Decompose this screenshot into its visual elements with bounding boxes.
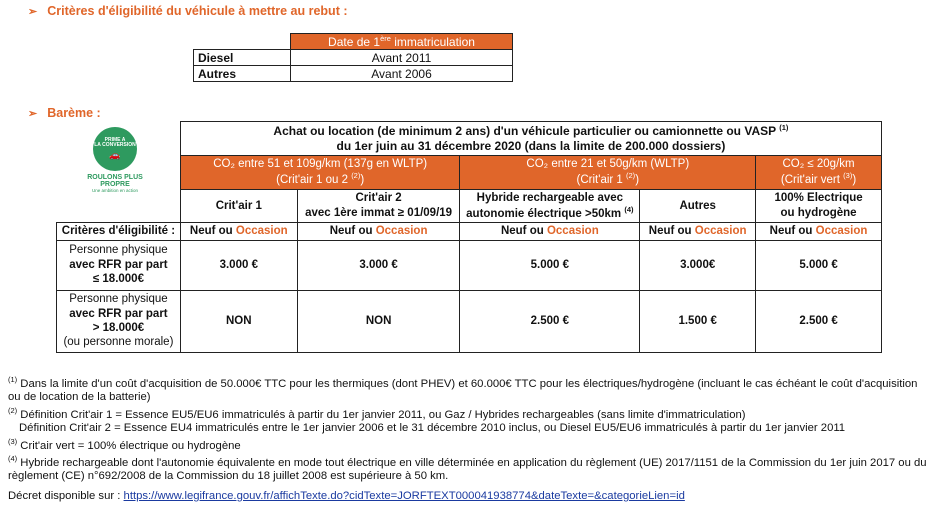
logo-tagline: Une ambition en action	[91, 188, 139, 193]
category-header: CO₂ entre 21 et 50g/km (WLTP) (Crit'air 1 $^{(2)}$)	[460, 156, 756, 190]
footnote: $^{(1)}$ Dans la limite d'un coût d'acquisition de 50.000€ TTC pour les thermiques (dont PHEV) et 60.000€ TTC pour les électriques/hydrogène (incluant le cas échéant le coût d'acquisition ou de location de la batterie)	[8, 375, 918, 403]
row-label: Personne physique avec RFR par part > 18.000€ (ou personne morale)	[57, 290, 181, 352]
row-value: Avant 2011	[291, 50, 513, 66]
neuf-occasion-cell: Neuf ou Occasion	[297, 223, 460, 240]
table-row	[194, 66, 513, 82]
subcategory-row	[57, 189, 882, 223]
subcategory-header: Autres	[640, 189, 756, 223]
amount-cell: 2.500 €	[756, 290, 882, 352]
decree-label: Décret disponible sur :	[8, 490, 124, 502]
table-header-row	[194, 34, 513, 50]
category-header: CO₂ ≤ 20g/km (Crit'air vert $^{(3)}$)	[756, 156, 882, 190]
scrap-criteria-table	[193, 33, 513, 82]
section-heading-criteria	[28, 4, 348, 18]
amount-cell: 3.000 €	[297, 240, 460, 290]
section-heading-bareme	[28, 106, 101, 120]
subcategory-header: Hybride rechargeable avec autonomie électrique >50km $^{(4)}$	[460, 189, 640, 223]
row-value: Avant 2006	[291, 66, 513, 82]
neuf-occasion-cell: Neuf ou Occasion	[640, 223, 756, 240]
table-row	[57, 240, 882, 290]
row-label: Autres	[194, 66, 291, 82]
empty-cell	[57, 156, 181, 190]
amount-cell: 2.500 €	[460, 290, 640, 352]
amount-cell: 3.000 €	[180, 240, 297, 290]
empty-cell	[57, 189, 181, 223]
bareme-table	[56, 121, 882, 353]
amount-cell: 1.500 €	[640, 290, 756, 352]
footnote: $^{(2)}$ Définition Crit'air 1 = Essence EU5/EU6 immatriculés à partir du 1er janvier 2011, ou Gaz / Hybrides rechargeables (sans limite d'immatriculation)	[8, 405, 746, 421]
section-title: Critères d'éligibilité du véhicule à mettre au rebut :	[47, 4, 348, 18]
row-label: Personne physique avec RFR par part ≤ 18.000€	[57, 240, 181, 290]
car-icon: 🚗	[109, 149, 121, 160]
criteria-label: Critères d'éligibilité :	[57, 223, 181, 240]
footnote: $^{(3)}$ Crit'air vert = 100% électrique ou hydrogène	[8, 436, 241, 452]
amount-cell: NON	[180, 290, 297, 352]
footnote: $^{(4)}$ Hybride rechargeable dont l'autonomie équivalente en mode tout électrique en ville déterminée en application du règlement (UE) 2017/1151 de la Commission du 1er juin 2017 ou du règlement (CE) n°692/2008 de la Commission du 18 juillet 2008 est supérieure à 50 km.	[8, 454, 927, 483]
subcategory-header: Crit'air 1	[180, 189, 297, 223]
column-header: Date de 1ère immatriculation	[291, 34, 513, 50]
subcategory-header: Crit'air 2 avec 1ère immat ≥ 01/09/19	[297, 189, 460, 223]
criteria-row	[57, 223, 882, 240]
category-row	[57, 156, 882, 190]
amount-cell: 3.000€	[640, 240, 756, 290]
decree-line	[8, 490, 685, 502]
arrow-bullet-icon: ➢	[28, 107, 38, 120]
footnote: Définition Crit'air 2 = Essence EU4 immatriculés entre le 1er janvier 2006 et le 31 décembre 2010 inclus, ou Diesel EU5/EU6 immatriculés à partir du 1er janvier 2011	[19, 421, 846, 434]
empty-cell	[57, 122, 181, 156]
amount-cell: 5.000 €	[756, 240, 882, 290]
category-header: CO₂ entre 51 et 109g/km (137g en WLTP) (Crit'air 1 ou 2 $^{(2)}$)	[180, 156, 460, 190]
table-row	[57, 290, 882, 352]
footnotes	[8, 373, 933, 483]
decree-link[interactable]: https://www.legifrance.gouv.fr/affichTexte.do?cidTexte=JORFTEXT000041938774&dateTexte=&categorieLien=id	[123, 490, 685, 502]
empty-cell	[194, 34, 291, 50]
neuf-occasion-cell: Neuf ou Occasion	[180, 223, 297, 240]
table-row	[194, 50, 513, 66]
amount-cell: 5.000 €	[460, 240, 640, 290]
amount-cell: NON	[297, 290, 460, 352]
row-label: Diesel	[194, 50, 291, 66]
logo-brand: ROULONS PLUS PROPRE	[87, 174, 143, 188]
section-title: Barème :	[47, 106, 101, 120]
bareme-title: Achat ou location (de minimum 2 ans) d'un véhicule particulier ou camionnette ou VASP $^{(1)}$ du 1er juin au 31 décembre 2020 (dans la limite de 200.000 dossiers)	[180, 122, 881, 156]
neuf-occasion-cell: Neuf ou Occasion	[756, 223, 882, 240]
neuf-occasion-cell: Neuf ou Occasion	[460, 223, 640, 240]
logo-badge: PRIME A LA CONVERSION 🚗	[93, 127, 137, 171]
arrow-bullet-icon: ➢	[28, 5, 38, 18]
subcategory-header: 100% Electrique ou hydrogène	[756, 189, 882, 223]
title-row	[57, 122, 882, 156]
